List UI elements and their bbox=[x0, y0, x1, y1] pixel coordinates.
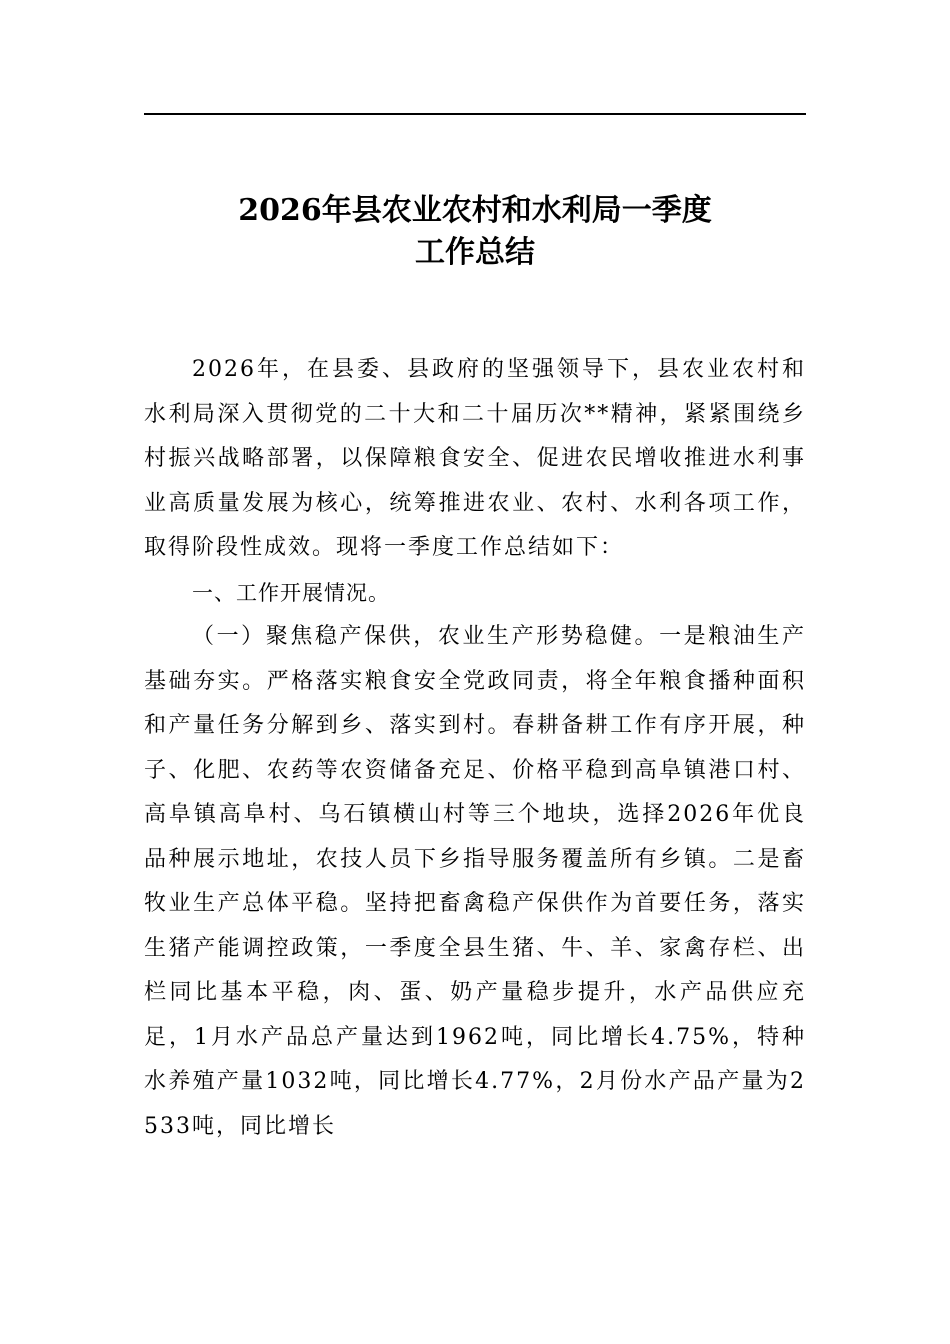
document-body bbox=[144, 348, 806, 1149]
intro-paragraph: 2026年，在县委、县政府的坚强领导下，县农业农村和水利局深入贯彻党的二十大和二十届历次**精神，紧紧围绕乡村振兴战略部署，以保障粮食安全、促进农民增收推进水利事业高质量发展为核心，统筹推进农业、农村、水利各项工作，取得阶段性成效。现将一季度工作总结如下： bbox=[144, 357, 806, 560]
header-rule bbox=[144, 113, 806, 115]
section-heading: 一、工作开展情况。 bbox=[192, 580, 390, 605]
document-title bbox=[144, 190, 806, 274]
title-line-2: 工作总结 bbox=[415, 235, 535, 270]
section-paragraph: （一）聚焦稳产保供，农业生产形势稳健。一是粮油生产基础夯实。严格落实粮食安全党政同责，将全年粮食播种面积和产量任务分解到乡、落实到村。春耕备耕工作有序开展，种子、化肥、农药等农资储备充足、价格平稳到高阜镇港口村、高阜镇高阜村、乌石镇横山村等三个地块，选择2026年优良品种展示地址，农技人员下乡指导服务覆盖所有乡镇。二是畜牧业生产总体平稳。坚持把畜禽稳产保供作为首要任务，落实生猪产能调控政策，一季度全县生猪、牛、羊、家禽存栏、出栏同比基本平稳，肉、蛋、奶产量稳步提升，水产品供应充足，1月水产品总产量达到1962吨，同比增长4.75%，特种水养殖产量1032吨，同比增长4.77%，2月份水产品产量为2533吨，同比增长 bbox=[144, 624, 806, 1139]
title-line-1: 2026年县农业农村和水利局一季度 bbox=[238, 193, 712, 228]
